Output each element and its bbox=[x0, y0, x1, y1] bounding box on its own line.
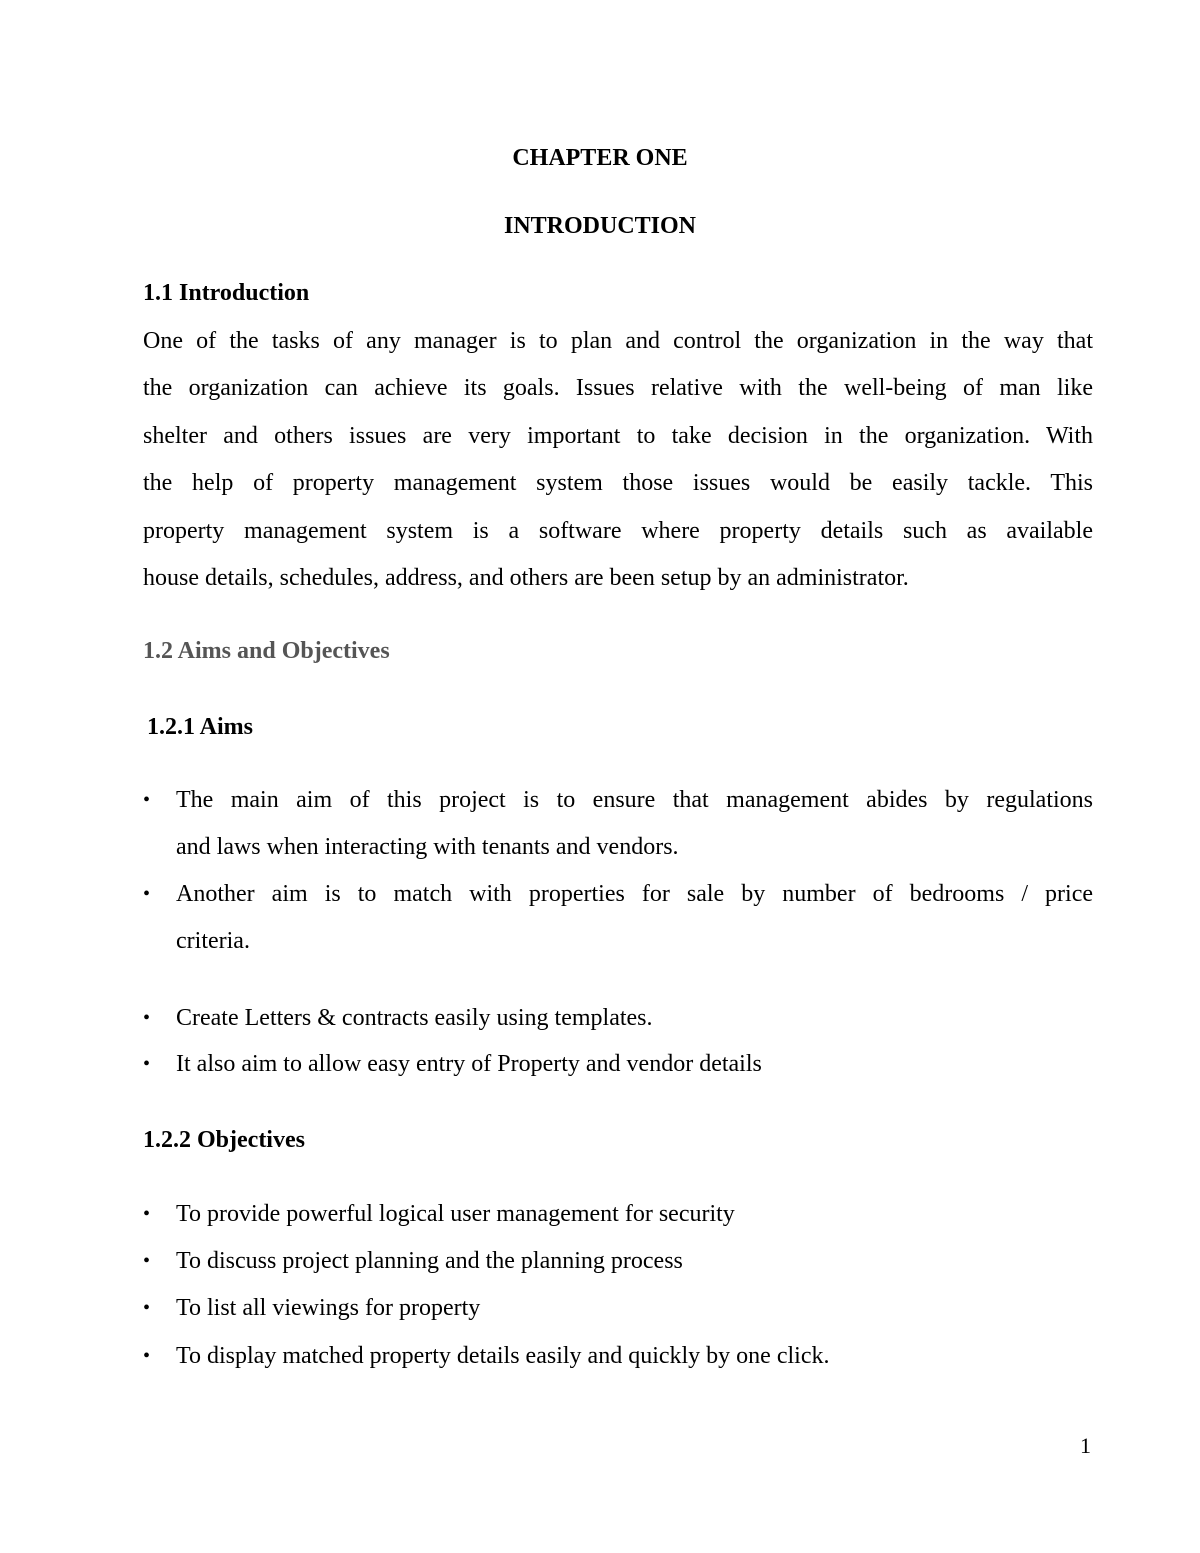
chapter-heading: CHAPTER ONE bbox=[512, 145, 688, 171]
bullet-icon: • bbox=[143, 1345, 151, 1367]
bullet-icon: • bbox=[143, 789, 151, 811]
paragraph-line: shelter and others issues are very important to take decision in the organization. With bbox=[143, 422, 1093, 449]
list-item-text: It also aim to allow easy entry of Property and vendor details bbox=[176, 1051, 762, 1077]
bullet-icon: • bbox=[143, 1250, 151, 1272]
list-item-text: Another aim is to match with properties for sale by number of bedrooms / price bbox=[176, 881, 1093, 907]
section-1-2-2-title: 1.2.2 Objectives bbox=[143, 1127, 305, 1153]
paragraph-line: property management system is a software where property details such as available bbox=[143, 517, 1093, 544]
bullet-icon: • bbox=[143, 1053, 151, 1075]
page-number: 1 bbox=[1080, 1433, 1091, 1458]
list-item-text: criteria. bbox=[176, 928, 250, 954]
section-1-2-1-title: 1.2.1 Aims bbox=[147, 714, 254, 740]
chapter-title: INTRODUCTION bbox=[503, 213, 697, 239]
section-1-2-title: 1.2 Aims and Objectives bbox=[143, 638, 390, 664]
list-item-text: To display matched property details easily and quickly by one click. bbox=[176, 1343, 830, 1369]
section-1-1-title: 1.1 Introduction bbox=[143, 280, 310, 306]
bullet-icon: • bbox=[143, 1007, 151, 1029]
list-item-text: To discuss project planning and the planning process bbox=[176, 1248, 683, 1274]
list-item-text: Create Letters & contracts easily using templates. bbox=[176, 1005, 653, 1031]
bullet-icon: • bbox=[143, 1297, 151, 1319]
list-item-text: To provide powerful logical user management for security bbox=[176, 1201, 735, 1227]
bullet-icon: • bbox=[143, 883, 151, 905]
paragraph-line: the organization can achieve its goals. Issues relative with the well-being of man like bbox=[143, 375, 1093, 402]
paragraph-line: the help of property management system those issues would be easily tackle. This bbox=[143, 470, 1093, 497]
bullet-icon: • bbox=[143, 1203, 151, 1225]
section-1-1-paragraph bbox=[143, 318, 1093, 602]
paragraph-line: house details, schedules, address, and others are been setup by an administrator. bbox=[143, 564, 909, 591]
paragraph-line: One of the tasks of any manager is to plan and control the organization in the way that bbox=[143, 328, 1093, 354]
list-item-text: The main aim of this project is to ensure that management abides by regulations bbox=[176, 787, 1093, 813]
list-item-text: and laws when interacting with tenants and vendors. bbox=[176, 834, 679, 860]
list-item-text: To list all viewings for property bbox=[176, 1295, 481, 1321]
